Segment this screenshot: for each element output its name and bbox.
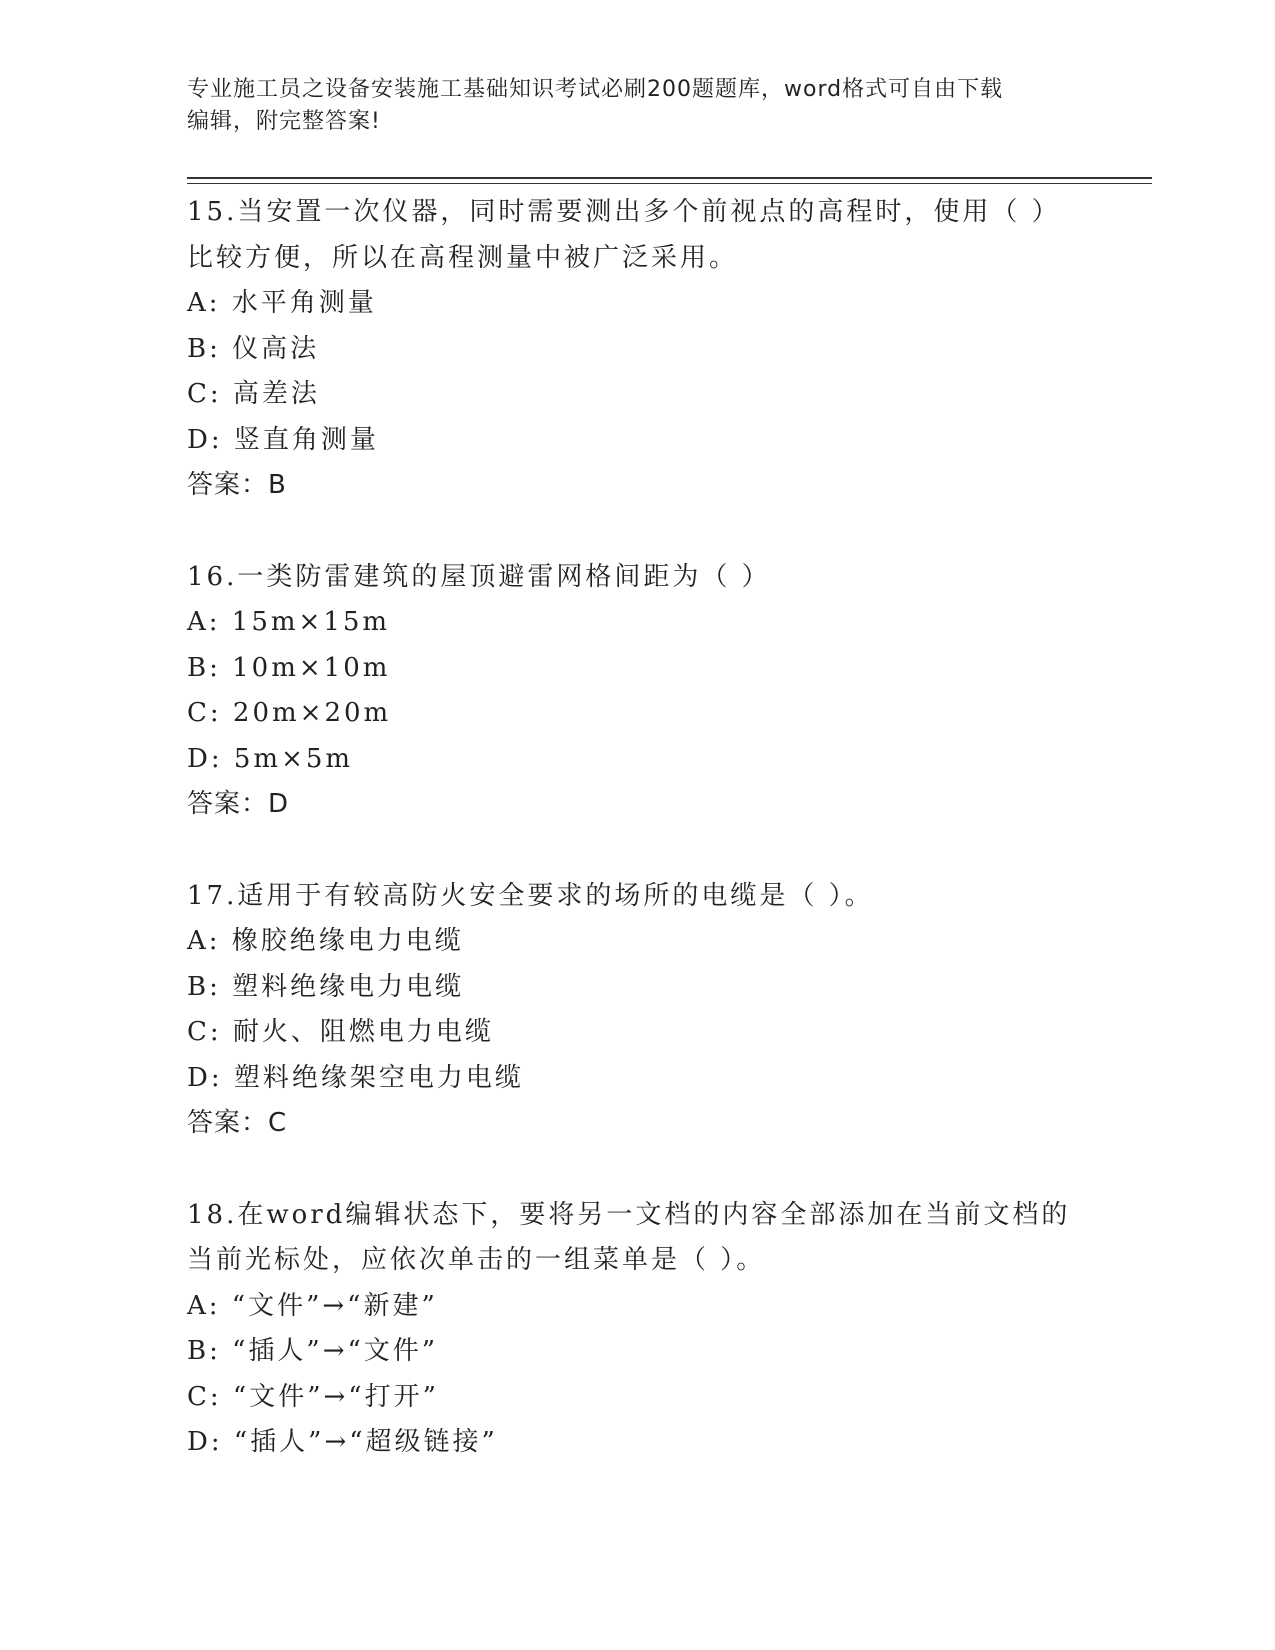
option-c: C: 高差法 xyxy=(187,379,320,409)
question-stem: 17.适用于有较高防火安全要求的场所的电缆是（ ）。 xyxy=(187,880,874,911)
header-divider-thin xyxy=(187,183,1152,184)
option-b: B: 仪高法 xyxy=(187,333,320,364)
option-a: A: 橡胶绝缘电力电缆 xyxy=(187,926,464,956)
option-d: D: 塑料绝缘架空电力电缆 xyxy=(187,1062,524,1093)
question-stem: 15.当安置一次仪器，同时需要测出多个前视点的高程时，使用（ ） xyxy=(187,197,1061,227)
question-16 xyxy=(187,555,1087,828)
question-17 xyxy=(187,874,1087,1147)
option-a: A: 水平角测量 xyxy=(187,288,377,318)
question-18 xyxy=(187,1193,1087,1466)
question-stem-continued: 比较方便，所以在高程测量中被广泛采用。 xyxy=(187,242,739,273)
option-c: C: 20m×20m xyxy=(187,698,392,728)
question-15 xyxy=(187,190,1087,509)
option-a: A: “文件”→“新建” xyxy=(187,1290,438,1321)
option-b: B: “插人”→“文件” xyxy=(187,1336,439,1366)
option-d: D: 竖直角测量 xyxy=(187,424,379,455)
option-b: B: 10m×10m xyxy=(187,652,391,683)
answer-label: 答案：C xyxy=(187,1108,288,1138)
document-header xyxy=(187,74,1067,138)
answer-label: 答案：B xyxy=(187,470,287,500)
option-d: D: 5m×5m xyxy=(187,743,354,774)
option-a: A: 15m×15m xyxy=(187,607,391,637)
header-divider-thick xyxy=(187,177,1152,179)
option-c: C: 耐火、阻燃电力电缆 xyxy=(187,1017,494,1047)
header-title-line-1: 专业施工员之设备安装施工基础知识考试必刷200题题库，word格式可自由下载 xyxy=(187,77,1004,102)
option-c: C: “文件”→“打开” xyxy=(187,1381,439,1412)
question-stem-continued: 当前光标处，应依次单击的一组菜单是（ ）。 xyxy=(187,1245,766,1275)
answer-label: 答案：D xyxy=(187,789,290,819)
question-stem: 18.在word编辑状态下，要将另一文档的内容全部添加在当前文档的 xyxy=(187,1199,1071,1230)
header-title-line-2: 编辑，附完整答案! xyxy=(187,109,381,134)
option-d: D: “插人”→“超级链接” xyxy=(187,1427,498,1457)
option-b: B: 塑料绝缘电力电缆 xyxy=(187,971,465,1002)
question-list xyxy=(187,190,1087,1512)
question-stem: 16.一类防雷建筑的屋顶避雷网格间距为（ ） xyxy=(187,561,771,592)
